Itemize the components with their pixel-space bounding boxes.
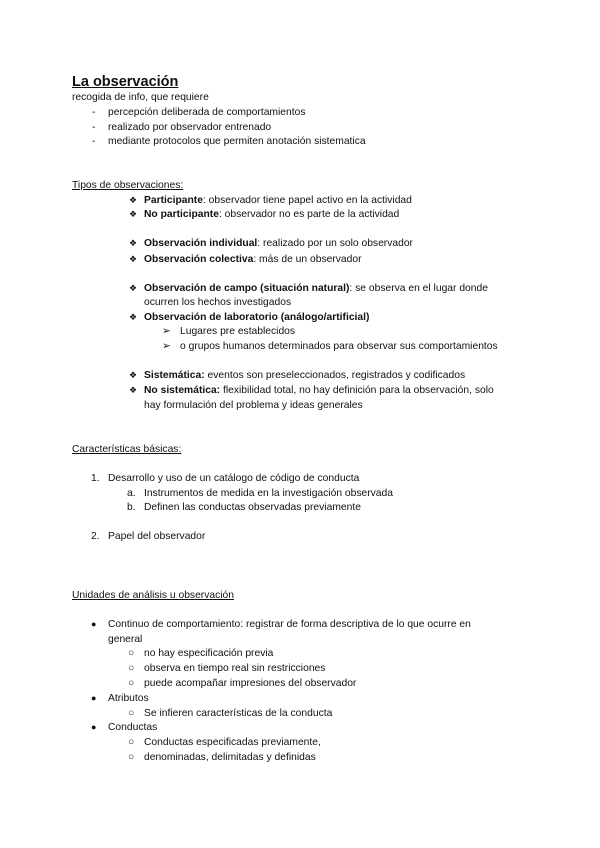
list-item-no-sistematica: No sistemática: flexibilidad total, no hay definición para la observación, solo: [144, 385, 494, 396]
diamond-bullet-icon: ❖: [129, 370, 138, 380]
diamond-bullet-icon: ❖: [129, 254, 138, 264]
arrow-bullet-icon: ➢: [162, 326, 171, 337]
intro-item: mediante protocolos que permiten anotación sistematica: [108, 136, 366, 147]
circle-bullet-icon: ○: [128, 648, 135, 659]
diamond-bullet-icon: ❖: [129, 385, 138, 395]
dash-marker: -: [92, 136, 96, 147]
lab-sub-item: o grupos humanos determinados para observar sus comportamientos: [180, 341, 498, 352]
list-letter: a.: [127, 488, 136, 499]
diamond-bullet-icon: ❖: [129, 312, 138, 322]
sub-item-instrumentos: Instrumentos de medida en la investigación observada: [144, 488, 393, 499]
list-item-no-sistematica-cont: hay formulación del problema y ideas generales: [144, 400, 363, 411]
list-item-papel: Papel del observador: [108, 531, 206, 542]
list-item-campo-cont: ocurren los hechos investigados: [144, 297, 292, 308]
list-letter: b.: [127, 502, 136, 513]
list-item-campo: Observación de campo (situación natural): se observa en el lugar donde: [144, 283, 488, 294]
list-item-sistematica: Sistemática: eventos son preseleccionados, registrados y codificados: [144, 370, 466, 381]
intro-text: recogida de info, que requiere: [72, 92, 209, 103]
list-item-laboratorio: Observación de laboratorio (análogo/artificial): [144, 312, 370, 323]
sub-item-definen: Definen las conductas observadas previamente: [144, 502, 361, 513]
list-item-atributos: Atributos: [108, 693, 149, 704]
sub-item: Conductas especificadas previamente,: [144, 737, 321, 748]
diamond-bullet-icon: ❖: [129, 209, 138, 219]
list-item-continuo: Continuo de comportamiento: registrar de forma descriptiva de lo que ocurre en: [108, 619, 471, 630]
sub-item: no hay especificación previa: [144, 648, 274, 659]
sub-item: puede acompañar impresiones del observador: [144, 678, 357, 689]
circle-bullet-icon: ○: [128, 752, 135, 763]
circle-bullet-icon: ○: [128, 708, 135, 719]
list-item-conductas: Conductas: [108, 722, 158, 733]
list-item-catalogo: Desarrollo y uso de un catálogo de código de conducta: [108, 473, 360, 484]
sub-item: observa en tiempo real sin restricciones: [144, 663, 326, 674]
dash-marker: -: [92, 107, 96, 118]
circle-bullet-icon: ○: [128, 663, 135, 674]
circle-bullet-icon: ○: [128, 678, 135, 689]
diamond-bullet-icon: ❖: [129, 195, 138, 205]
list-number: 1.: [91, 473, 100, 484]
section-heading-caracteristicas: Características básicas:: [72, 444, 182, 455]
disc-bullet-icon: ●: [91, 693, 97, 703]
sub-item: Se infieren características de la conducta: [144, 708, 333, 719]
section-heading-tipos: Tipos de observaciones:: [72, 180, 184, 191]
sub-item: denominadas, delimitadas y definidas: [144, 752, 316, 763]
diamond-bullet-icon: ❖: [129, 238, 138, 248]
list-item-no-participante: No participante: observador no es parte de la actividad: [144, 209, 400, 220]
intro-item: percepción deliberada de comportamientos: [108, 107, 306, 118]
section-heading-unidades: Unidades de análisis u observación: [72, 590, 234, 601]
list-item-participante: Participante: observador tiene papel activo en la actividad: [144, 195, 412, 206]
disc-bullet-icon: ●: [91, 619, 97, 629]
page-title: La observación: [72, 74, 179, 90]
list-item-continuo-cont: general: [108, 634, 143, 645]
disc-bullet-icon: ●: [91, 722, 97, 732]
circle-bullet-icon: ○: [128, 737, 135, 748]
arrow-bullet-icon: ➢: [162, 341, 171, 352]
lab-sub-item: Lugares pre establecidos: [180, 326, 296, 337]
list-item-colectiva: Observación colectiva: más de un observador: [144, 254, 362, 265]
dash-marker: -: [92, 122, 96, 133]
list-item-individual: Observación individual: realizado por un solo observador: [144, 238, 413, 249]
list-number: 2.: [91, 531, 100, 542]
intro-item: realizado por observador entrenado: [108, 122, 272, 133]
diamond-bullet-icon: ❖: [129, 283, 138, 293]
